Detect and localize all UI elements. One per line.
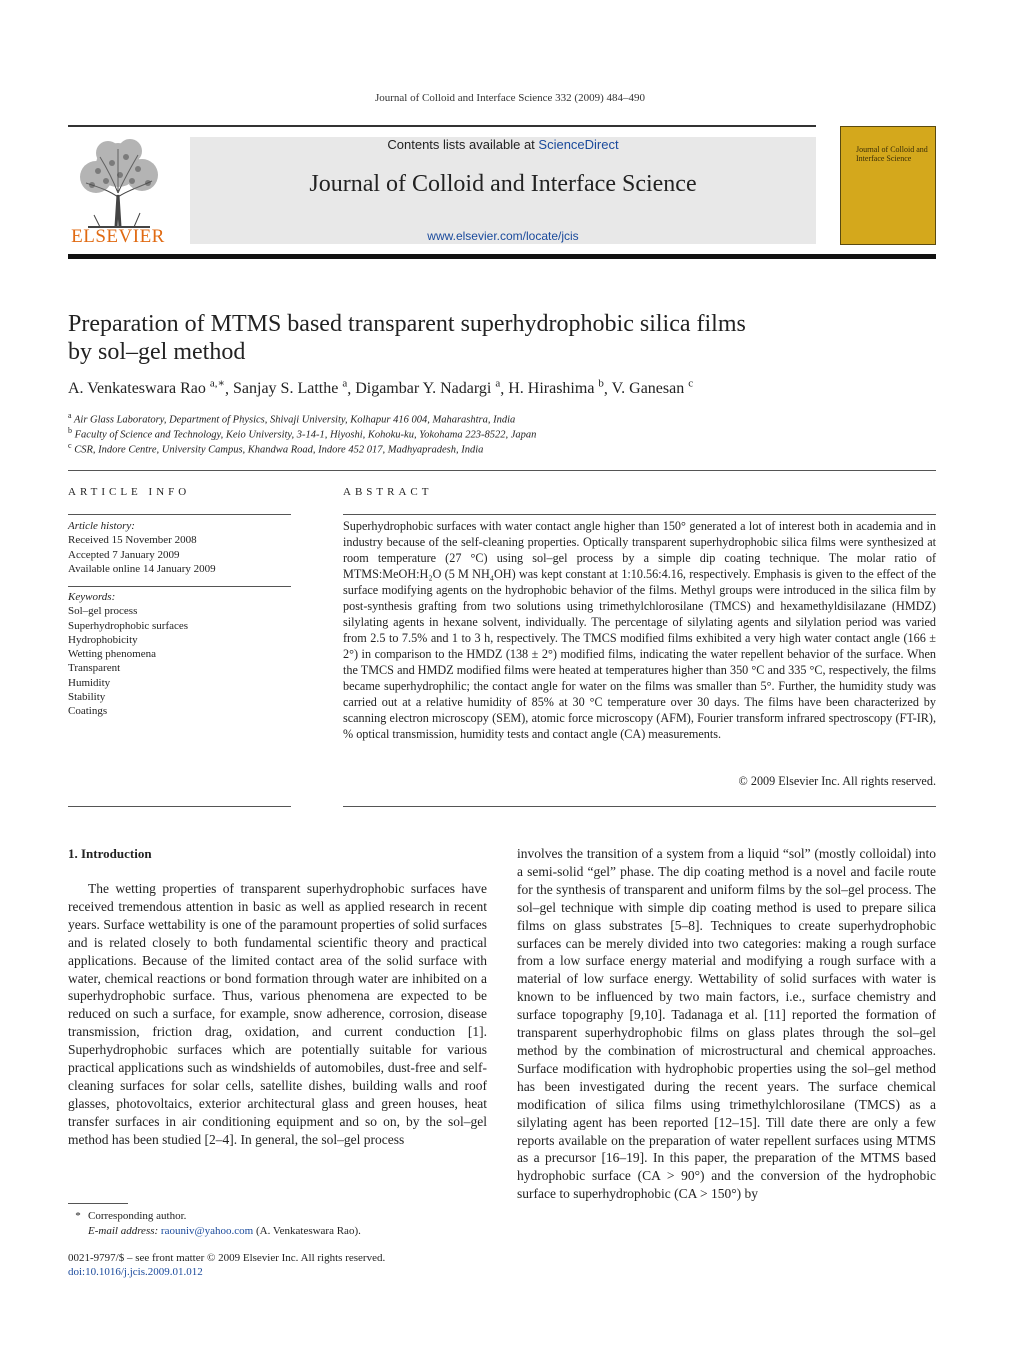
article-info-heading: ARTICLE INFO [68, 486, 191, 498]
article-title [68, 310, 848, 366]
author-list: A. Venkateswara Rao $^{a,∗}$, Sanjay S. Latthe $^a$, Digambar Y. Nadargi $^a$, H. Hirashima $^b$, V. Ganesan $^c$ [68, 378, 694, 398]
author-2[interactable]: Sanjay S. Latthe $^a$ [233, 378, 348, 398]
journal-url-link[interactable]: www.elsevier.com/locate/jcis [427, 229, 579, 243]
info-rule-top [68, 514, 291, 515]
corresponding-author: Corresponding author. [88, 1210, 187, 1222]
issn-line: 0021-9797/$ – see front matter © 2009 Elsevier Inc. All rights reserved. [68, 1252, 386, 1264]
footnote-star: * [75, 1210, 81, 1222]
introduction-right-column: involves the transition of a system from a liquid “sol” (mostly colloidal) into a semi-solid “gel” phase. The dip coating method is a novel and facile route for the synthesis of transparent and uniform films by the sol–gel process. The sol–gel technique with simple dip coating method is used to prepare silica films on glass substrates [5–8]. Techniques to create superhydrophobic surfaces can be merely divided into two categories: making a rough surface from a low surface energy material and modifying a rough surface with a material of low surface energy. Wettability of solid surfaces with water is known to be influenced by two main factors, i.e., surface chemistry and surface topography [9,10]. Tadanaga et al. [11] reported the formation of transparent superhydrophobic films on glass plates through the sol–gel method by the combination of microstructural and chemical approaches. Surface modification with hydrophobic properties using the sol–gel method has been investigated during the recent years. The surface chemical modification of silica films using trimethylchlorosilane (TMCS) as a silylating agent has been reported [12–15]. Till date there are only a few reports available on the preparation of water repellent surfaces using MTMS as a precursor [16–19]. In this paper, the preparation of the MTMS based hydrophobic surface (CA > 90°) and the conversion of the hydrophobic surface to superhydrophobic (CA > 150°) by [517, 846, 936, 1202]
online-date: Available online 14 January 2009 [68, 562, 216, 575]
abstract-rule-top [343, 514, 936, 515]
contents-prefix: Contents lists available at [387, 137, 539, 152]
keyword: Superhydrophobic surfaces [68, 619, 189, 632]
keyword: Stability [68, 691, 106, 704]
affiliation-divider [68, 470, 936, 471]
journal-title: Journal of Colloid and Interface Science [309, 171, 697, 197]
article-title-line2: by sol–gel method [68, 339, 246, 365]
affiliation-b: $^b$ Faculty of Science and Technology, Keio University, 3-14-1, Hiyoshi, Kohoku-ku, Yokohama 223-8522, Japan [68, 426, 537, 441]
info-rule-bottom [68, 806, 291, 807]
footnote [68, 1209, 487, 1239]
contents-line [190, 137, 816, 152]
keyword: Coatings [68, 705, 108, 718]
article-history [68, 519, 291, 576]
article-title-line1: Preparation of MTMS based transparent superhydrophobic silica films [68, 311, 746, 337]
info-rule-mid [68, 586, 291, 587]
keyword: Transparent [68, 662, 121, 675]
introduction-heading: 1. Introduction [68, 846, 152, 861]
cover-title: Journal of Colloid and Interface Science [856, 145, 928, 163]
keyword: Humidity [68, 676, 111, 689]
sciencedirect-link[interactable]: ScienceDirect [538, 137, 619, 152]
author-4[interactable]: H. Hirashima $^b$ [508, 378, 604, 398]
footnote-rule [68, 1203, 128, 1204]
header-divider [68, 254, 936, 259]
keywords-label: Keywords: [68, 591, 116, 603]
author-1[interactable]: A. Venkateswara Rao $^{a,∗}$ [68, 378, 225, 398]
email-label: E-mail address: [88, 1225, 159, 1237]
accepted-date: Accepted 7 January 2009 [68, 548, 180, 561]
introduction-left-column: The wetting properties of transparent superhydrophobic surfaces have received tremendous attention in basic as well as applied research in recent years. Surface wettability is one of the paramount properties of solid surfaces and is related closely to both fundamental scientific theory and practical applications. Because of the limited contact area of the solid surface with water, chemical reactions or bond formation through water are inhibited on a superhydrophobic surface. Thus, various phenomena are expected to be reduced on such a surface, for example, snow adherence, corrosion, disease transmission, friction drag, oxidation, and current conduction [1]. Superhydrophobic surfaces which are potentially suitable for various practical applications such as windshields of automobiles, dust-free and self-cleaning surfaces for solar cells, satellite dishes, building walls and roof glasses, photovoltaics, exterior architectural glass and green houses, heat transfer surfaces in air conditioning equipment and so on, by the sol–gel method has been studied [2–4]. In general, the sol–gel process [68, 881, 487, 1147]
abstract-body: Superhydrophobic surfaces with water contact angle higher than 150° generated a lot of interest both in academia and in industry because of the self-cleaning properties. Optically transparent superhydrophobic silica films were synthesized at room temperature (27 °C) using sol–gel process by a simple dip coating technique. The molar ratio of MTMS:MeOH:H₂O (5 M NH₄OH) was kept constant at 1:10.56:4.16, respectively. Emphasis is given to the effect of the surface modifying agents on the hydrophobic behavior of the films. Methyl groups were introduced in the silica film by post-synthesis grafting from two solutions using trimethylchlorosilane (TMCS) and hexamethyldisilazane (HMDZ) silylating agents in hexane solvent, individually. The percentage of silylating agents and silylation period was varied from 2.5 to 7.5% and 1 to 3 h, respectively. The TMCS modified films exhibited a very high water contact angle (166 ± 2°) in comparison to the HMDZ (138 ± 2°) modified films, indicating the water repellent behavior of the surface. When the TMCS and HMDZ modified films were heated at temperatures higher than 350 °C and 335 °C, respectively, the films became superhydrophilic; the contact angle for water on the films was smaller than 5°. Further, the humidity study was carried out at a relative humidity of 85% at 30 °C temperature over 30 days. The films have been characterized by scanning electron microscopy (SEM), atomic force microscopy (AFM), Fourier transform infrared spectroscopy (FT-IR), % optical transmission, humidity tests and contact angle (CA) measurements. [343, 519, 936, 741]
abstract-copyright: © 2009 Elsevier Inc. All rights reserved. [738, 774, 936, 788]
email-owner: (A. Venkateswara Rao). [255, 1225, 361, 1237]
author-3[interactable]: Digambar Y. Nadargi $^a$ [355, 378, 501, 398]
journal-cover-image [840, 126, 936, 245]
keyword: Sol–gel process [68, 605, 138, 618]
top-rule [68, 125, 816, 127]
history-label: Article history: [68, 520, 135, 532]
keyword: Wetting phenomena [68, 648, 157, 661]
abstract-rule-bottom [343, 806, 936, 807]
abstract-heading: ABSTRACT [343, 486, 433, 498]
elsevier-wordmark: ELSEVIER [71, 226, 165, 247]
affiliation-c: $^c$ CSR, Indore Centre, University Campus, Khandwa Road, Indore 452 017, Madhyapradesh, India [68, 441, 484, 456]
affiliation-a: $^a$ Air Glass Laboratory, Department of Physics, Shivaji University, Kolhapur 416 004, Maharashtra, India [68, 411, 516, 426]
author-5[interactable]: V. Ganesan $^c$ [611, 378, 694, 398]
keyword: Hydrophobicity [68, 633, 138, 646]
received-date: Received 15 November 2008 [68, 534, 197, 547]
email-link[interactable]: raouniv@yahoo.com [160, 1225, 254, 1237]
doi-link[interactable]: doi:10.1016/j.jcis.2009.01.012 [68, 1266, 203, 1278]
keywords-block [68, 590, 291, 719]
running-head: Journal of Colloid and Interface Science 332 (2009) 484–490 [374, 92, 646, 104]
